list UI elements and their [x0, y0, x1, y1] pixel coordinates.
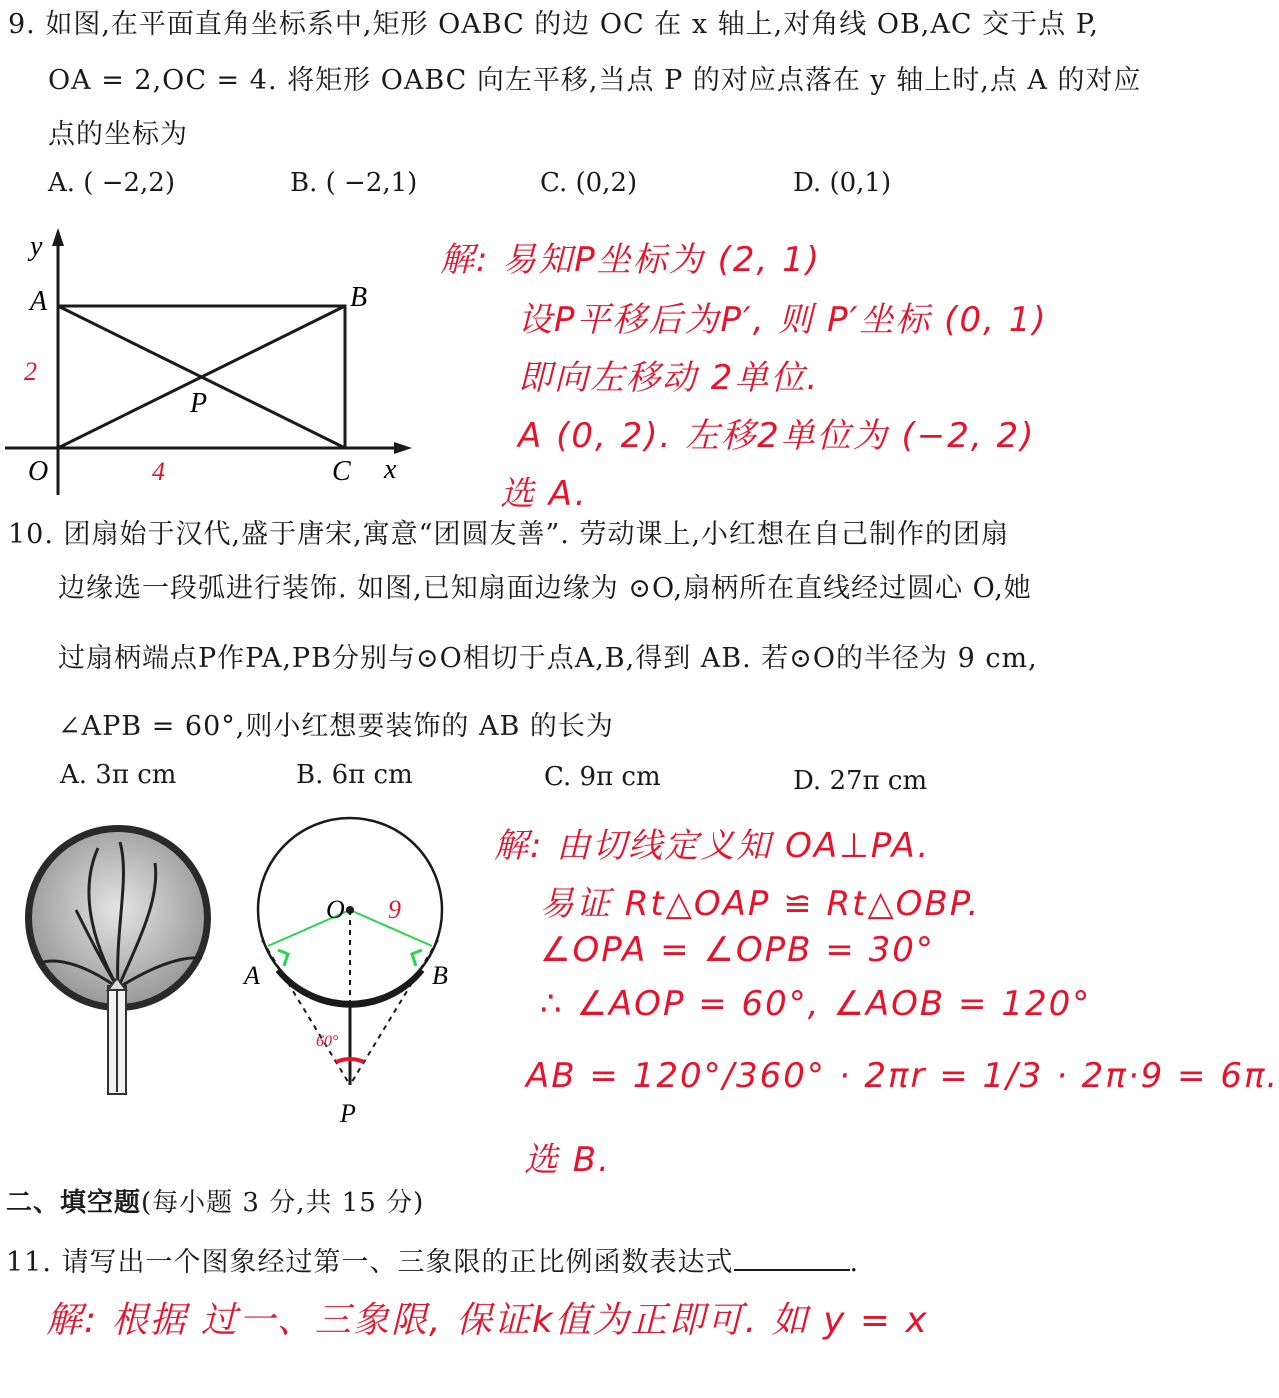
q10-solution-line3: ∠OPA = ∠OPB = 30°	[540, 930, 935, 970]
section-note: (每小题 3 分,共 15 分)	[141, 1188, 425, 1218]
right-angle-a-icon	[278, 950, 288, 966]
q9-line3: 点的坐标为	[48, 119, 188, 150]
q9-option-c: C. (0,2)	[540, 168, 638, 198]
point-b-label: B	[432, 961, 448, 990]
handwritten-oa-length: 2	[24, 357, 37, 386]
q11-solution: 解: 根据 过一、三象限, 保证k值为正即可. 如 y = x	[46, 1300, 929, 1341]
center-point-o	[346, 906, 354, 914]
q10-solution-line1: 解: 由切线定义知 OA⊥PA.	[494, 826, 931, 866]
q9-option-d: D. (0,1)	[793, 168, 892, 198]
q10-option-a: A. 3π cm	[60, 760, 177, 790]
point-b-label: B	[350, 282, 368, 313]
q9-solution-line1: 解: 易知P坐标为 (2, 1)	[440, 240, 821, 280]
q10-line2: 边缘选一段弧进行装饰. 如图,已知扇面边缘为 ⊙O,扇柄所在直线经过圆心 O,她	[58, 573, 1032, 604]
q9-option-b: B. ( −2,1)	[290, 168, 418, 198]
y-axis-arrow-icon	[52, 228, 64, 246]
q9-coordinate-figure	[0, 220, 430, 500]
q10-option-d: D. 27π cm	[793, 766, 928, 796]
q11-end: .	[849, 1247, 860, 1278]
right-angle-b-icon	[412, 950, 422, 966]
q11-question	[6, 1240, 859, 1279]
q10-line4: ∠APB = 60°,则小红想要装饰的 AB 的长为	[58, 711, 614, 742]
q9-solution-line4: A (0, 2). 左移2单位为 (−2, 2)	[518, 416, 1036, 456]
x-axis-arrow-icon	[394, 442, 412, 454]
q10-tangent-figure	[240, 820, 480, 1130]
q11-text: 11. 请写出一个图象经过第一、三象限的正比例函数表达式	[6, 1247, 734, 1278]
arc-ab	[278, 970, 422, 1005]
point-o-label: O	[326, 895, 345, 924]
q9-line2: OA = 2,OC = 4. 将矩形 OABC 向左平移,当点 P 的对应点落在 y 轴上时,点 A 的对应	[48, 65, 1142, 96]
point-a-label: A	[244, 961, 260, 990]
q10-solution-line5: AB = 120°/360° · 2πr = 1/3 · 2π·9 = 6π.	[526, 1056, 1279, 1096]
q9-solution-line5: 选 A.	[500, 474, 588, 514]
x-axis-label: x	[384, 454, 397, 485]
point-o-label: O	[28, 456, 49, 487]
section-title: 二、填空题	[6, 1188, 142, 1218]
section-heading	[6, 1182, 424, 1219]
q9-solution-line3: 即向左移动 2单位.	[518, 358, 820, 398]
q10-option-b: B. 6π cm	[296, 760, 413, 790]
handwritten-radius: 9	[388, 895, 401, 924]
q10-line3: 过扇柄端点P作PA,PB分别与⊙O相切于点A,B,得到 AB. 若⊙O的半径为 9 cm,	[58, 643, 1038, 674]
q10-solution-line6: 选 B.	[524, 1140, 611, 1180]
point-c-label: C	[332, 456, 351, 487]
q10-solution-line4: ∴ ∠AOP = 60°, ∠AOB = 120°	[540, 984, 1092, 1024]
point-p-label: P	[190, 388, 208, 419]
point-a-label: A	[30, 286, 48, 317]
handwritten-oc-length: 4	[152, 457, 165, 486]
q10-option-c: C. 9π cm	[544, 762, 661, 792]
q9-solution-line2: 设P平移后为P′, 则 P′坐标 (0, 1)	[518, 300, 1048, 340]
q11-answer-blank	[734, 1247, 850, 1271]
q10-solution-line2: 易证 Rt△OAP ≌ Rt△OBP.	[540, 884, 981, 924]
fan-illustration	[20, 818, 220, 1098]
handwritten-angle: 60°	[316, 1033, 339, 1050]
q10-line1: 10. 团扇始于汉代,盛于唐宋,寓意“团圆友善”. 劳动课上,小红想在自己制作的团扇	[8, 519, 1010, 550]
q9-option-a: A. ( −2,2)	[48, 168, 175, 198]
point-p-label: P	[340, 1099, 356, 1128]
y-axis-label: y	[30, 231, 43, 262]
q9-line1: 9. 如图,在平面直角坐标系中,矩形 OABC 的边 OC 在 x 轴上,对角线 OB,AC 交于点 P,	[8, 9, 1099, 40]
